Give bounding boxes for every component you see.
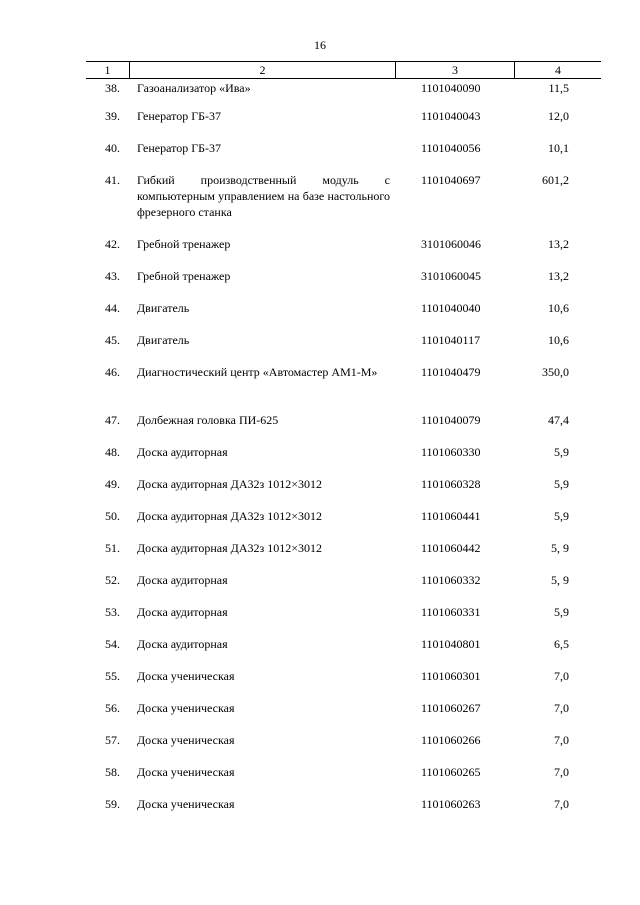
page-number: 16: [314, 38, 326, 52]
item-value: 5,9: [554, 509, 569, 523]
row-number: 56.: [105, 701, 120, 715]
inventory-code: 1101040801: [421, 637, 481, 651]
column-header-3: 3: [452, 63, 458, 77]
row-number: 47.: [105, 413, 120, 427]
inventory-code: 1101060266: [421, 733, 481, 747]
item-name: Диагностический центр «Автомастер АМ1-М»: [137, 365, 378, 379]
inventory-code: 1101060301: [421, 669, 481, 683]
item-name: Доска ученическая: [137, 765, 235, 779]
row-number: 43.: [105, 269, 120, 283]
item-value: 13,2: [548, 269, 569, 283]
row-number: 48.: [105, 445, 120, 459]
inventory-code: 1101060441: [421, 509, 481, 523]
item-name: Гибкий производственный модуль с компьютерным управлением на базе настольного фрезерного станка: [137, 173, 390, 219]
item-value: 601,2: [542, 173, 569, 187]
row-number: 59.: [105, 797, 120, 811]
inventory-code: 1101060328: [421, 477, 481, 491]
item-name: Доска аудиторная ДА32з 1012×3012: [137, 541, 322, 555]
row-number: 42.: [105, 237, 120, 251]
item-value: 350,0: [542, 365, 569, 379]
row-number: 49.: [105, 477, 120, 491]
item-value: 7,0: [554, 797, 569, 811]
inventory-code: 1101060265: [421, 765, 481, 779]
item-value: 6,5: [554, 637, 569, 651]
item-name: Гребной тренажер: [137, 269, 231, 283]
inventory-code: 1101060267: [421, 701, 481, 715]
item-name: Доска ученическая: [137, 701, 235, 715]
item-name: Долбежная головка ПИ-625: [137, 413, 279, 427]
item-name: Доска аудиторная: [137, 605, 228, 619]
row-number: 51.: [105, 541, 120, 555]
inventory-code: 1101060442: [421, 541, 481, 555]
inventory-code: 1101040697: [421, 173, 481, 187]
row-number: 57.: [105, 733, 120, 747]
inventory-code: 1101040090: [421, 81, 481, 95]
inventory-code: 1101040079: [421, 413, 481, 427]
row-number: 41.: [105, 173, 120, 187]
item-name: Доска аудиторная: [137, 573, 228, 587]
item-value: 7,0: [554, 765, 569, 779]
table-header: [86, 61, 601, 79]
item-name: Доска аудиторная ДА32з 1012×3012: [137, 477, 322, 491]
item-value: 7,0: [554, 669, 569, 683]
row-number: 46.: [105, 365, 120, 379]
item-value: 11,5: [548, 81, 569, 95]
item-name: Гребной тренажер: [137, 237, 231, 251]
item-value: 10,1: [548, 141, 569, 155]
row-number: 45.: [105, 333, 120, 347]
item-name: Генератор ГБ-37: [137, 109, 222, 123]
item-value: 13,2: [548, 237, 569, 251]
item-value: 10,6: [548, 333, 569, 347]
row-number: 44.: [105, 301, 120, 315]
row-number: 40.: [105, 141, 120, 155]
inventory-code: 3101060046: [421, 237, 481, 251]
inventory-code: 1101040040: [421, 301, 481, 315]
item-value: 47,4: [548, 413, 569, 427]
item-name: Доска аудиторная ДА32з 1012×3012: [137, 509, 322, 523]
inventory-code: 1101040479: [421, 365, 481, 379]
item-name: Доска ученическая: [137, 733, 235, 747]
item-name: Доска аудиторная: [137, 637, 228, 651]
item-name: Двигатель: [137, 301, 190, 315]
inventory-code: 1101060331: [421, 605, 481, 619]
row-number: 50.: [105, 509, 120, 523]
item-value: 10,6: [548, 301, 569, 315]
column-header-2: 2: [259, 63, 266, 77]
item-name: Двигатель: [137, 333, 190, 347]
item-value: 5, 9: [551, 541, 569, 555]
inventory-code: 1101040056: [421, 141, 481, 155]
inventory-code: 1101040117: [421, 333, 481, 347]
item-name: Доска аудиторная: [137, 445, 228, 459]
item-name: Доска ученическая: [137, 797, 235, 811]
row-number: 55.: [105, 669, 120, 683]
item-name: Газоанализатор «Ива»: [137, 81, 251, 95]
item-name: Генератор ГБ-37: [137, 141, 222, 155]
inventory-code: 1101060263: [421, 797, 481, 811]
item-value: 12,0: [548, 109, 569, 123]
inventory-code: 3101060045: [421, 269, 481, 283]
inventory-code: 1101060332: [421, 573, 481, 587]
item-value: 7,0: [554, 701, 569, 715]
row-number: 52.: [105, 573, 120, 587]
inventory-code: 1101040043: [421, 109, 481, 123]
column-header-1: 1: [104, 63, 111, 77]
item-value: 5, 9: [551, 573, 569, 587]
column-header-4: 4: [555, 63, 561, 77]
inventory-code: 1101060330: [421, 445, 481, 459]
row-number: 54.: [105, 637, 120, 651]
item-value: 7,0: [554, 733, 569, 747]
item-value: 5,9: [554, 605, 569, 619]
row-number: 39.: [105, 109, 120, 123]
row-number: 58.: [105, 765, 120, 779]
item-value: 5,9: [554, 477, 569, 491]
item-name: Доска ученическая: [137, 669, 235, 683]
row-number: 53.: [105, 605, 120, 619]
item-value: 5,9: [554, 445, 569, 459]
row-number: 38.: [105, 81, 120, 95]
